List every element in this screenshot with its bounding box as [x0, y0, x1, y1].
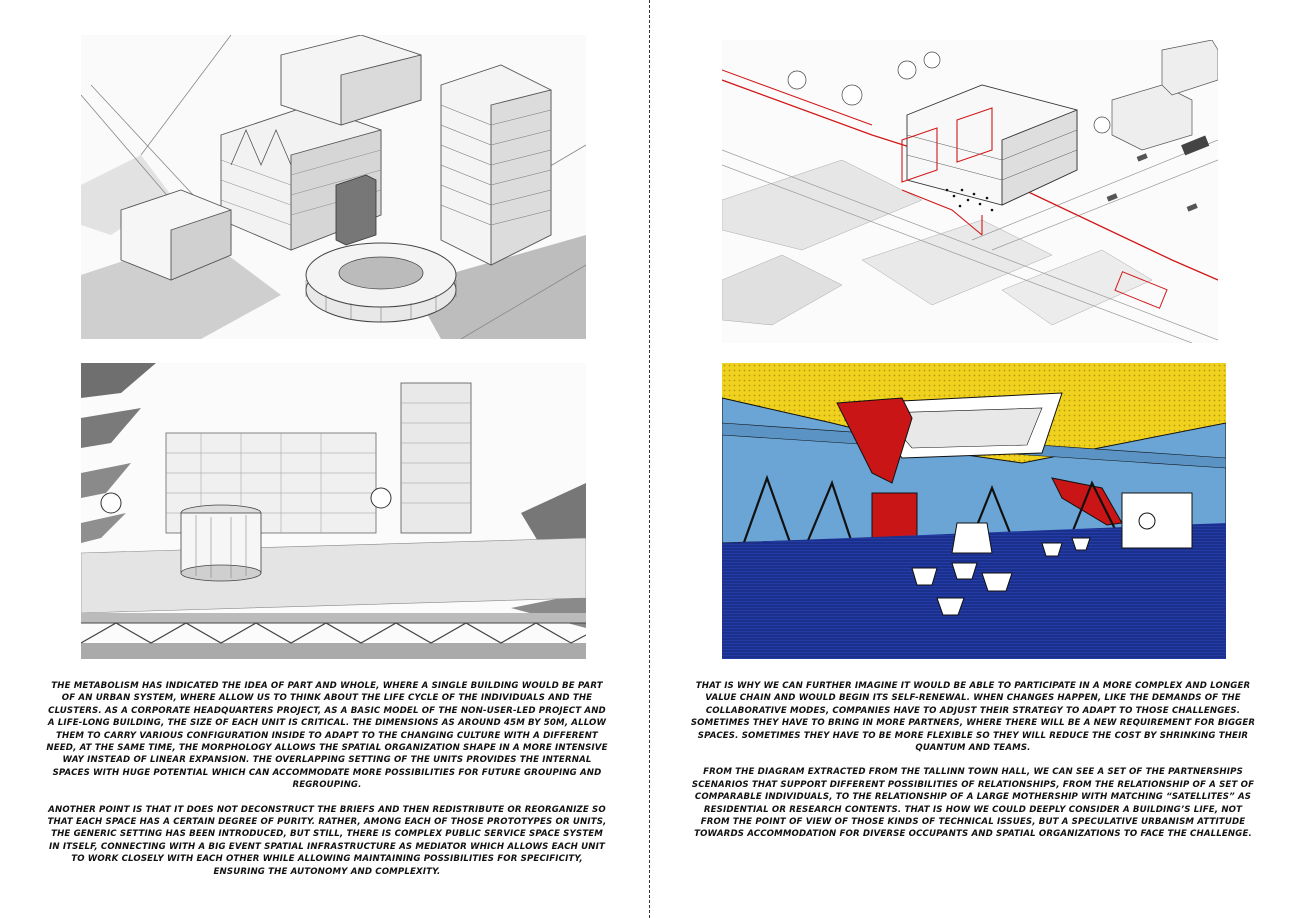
pop-art-interior-collage: [722, 363, 1226, 659]
urban-axonometric-diagram: [722, 40, 1218, 343]
interior-perspective-drawing: [81, 363, 586, 659]
left-paragraph-2: ANOTHER POINT IS THAT IT DOES NOT DECONSTRUCT THE BRIEFS AND THEN REDISTRIBUTE OR REORGANIZE SO THAT EACH SPACE HAS A CERTAIN DEGREE OF PURITY. RATHER, AMONG EACH OF THOSE PROTOTYPES OR UNITS, THE GENERIC SETTING HAS BEEN INTRODUCED, BUT STILL, THERE IS COMPLEX PUBLIC SERVICE SPACE SYSTEM IN ITSELF, CONNECTING WITH A BIG EVENT SPATIAL INFRASTRUCTURE AS MEDIATOR WHICH ALLOWS EACH UNIT TO WORK CLOSELY WITH EACH OTHER WHILE ALLOWING MAINTAINING POSSIBILITIES FOR SPECIFICITY, ENSURING THE AUTONOMY AND COMPLEXITY.: [47, 804, 607, 877]
page-divider: [649, 0, 650, 918]
aerial-axonometric-drawing: [81, 35, 586, 339]
right-paragraph-1: THAT IS WHY WE CAN FURTHER IMAGINE IT WOULD BE ABLE TO PARTICIPATE IN A MORE COMPLEX AND LONGER VALUE CHAIN AND WOULD BEGIN ITS SELF-RENEWAL. WHEN CHANGES HAPPEN, LIKE THE DEMANDS OF THE COLLABORATIVE MODES, COMPANIES HAVE TO ADJUST THEIR STRATEGY TO ADAPT TO THOSE CHALLENGES. SOMETIMES THEY HAVE TO BRING IN MORE PARTNERS, WHERE THERE WILL BE A NEW REQUIREMENT FOR BIGGER SPACES. SOMETIMES THEY HAVE TO BE MORE FLEXIBLE SO THEY WILL REDUCE THE COST BY SHRINKING THEIR QUANTUM AND TEAMS.: [690, 681, 1256, 754]
left-paragraph-1: THE METABOLISM HAS INDICATED THE IDEA OF PART AND WHOLE, WHERE A SINGLE BUILDING WOULD BE PART OF AN URBAN SYSTEM, WHERE ALLOW US TO THINK ABOUT THE LIFE CYCLE OF THE INDIVIDUALS AND THE CLUSTERS. AS A CORPORATE HEADQUARTERS PROJECT, AS A BASIC MODEL OF THE NON-USER-LED PROJECT AND A LIFE-LONG BUILDING, THE SIZE OF EACH UNIT IS CRITICAL. THE DIMENSIONS AS AROUND 45M BY 50M, ALLOW THEM TO CARRY VARIOUS CONFIGURATION INSIDE TO ADAPT TO THE CHANGING CULTURE WITH A DIFFERENT NEED, AT THE SAME TIME, THE MORPHOLOGY ALLOWS THE SPATIAL ORGANIZATION SHAPE IN A MORE INTENSIVE WAY INSTEAD OF LINEAR EXPANSION. THE OVERLAPPING SETTING OF THE UNITS PROVIDES THE INTERNAL SPACES WITH HUGE POTENTIAL WHICH CAN ACCOMMODATE MORE POSSIBILITIES FOR FUTURE GROUPING AND REGROUPING.: [46, 681, 608, 791]
right-body-text: [690, 680, 1256, 853]
left-body-text: [46, 680, 608, 890]
right-paragraph-2: FROM THE DIAGRAM EXTRACTED FROM THE TALLINN TOWN HALL, WE CAN SEE A SET OF THE PARTNERSHIPS SCENARIOS THAT SUPPORT DIFFERENT POSSIBILITIES OF RELATIONSHIPS, FROM THE RELATIONSHIP OF A SET OF COMPARABLE INDIVIDUALS, TO THE RELATIONSHIP OF A LARGE MOTHERSHIP WITH MATCHING “SATELLITES” AS RESIDENTIAL OR RESEARCH CONTENTS. THAT IS HOW WE COULD DEEPLY CONSIDER A BUILDING’S LIFE, NOT FROM THE POINT OF VIEW OF THOSE KINDS OF TECHNICAL ISSUES, BUT A SPECULATIVE URBANISM ATTITUDE TOWARDS ACCOMMODATION FOR DIVERSE OCCUPANTS AND SPATIAL ORGANIZATIONS TO FACE THE CHALLENGE.: [691, 767, 1255, 840]
